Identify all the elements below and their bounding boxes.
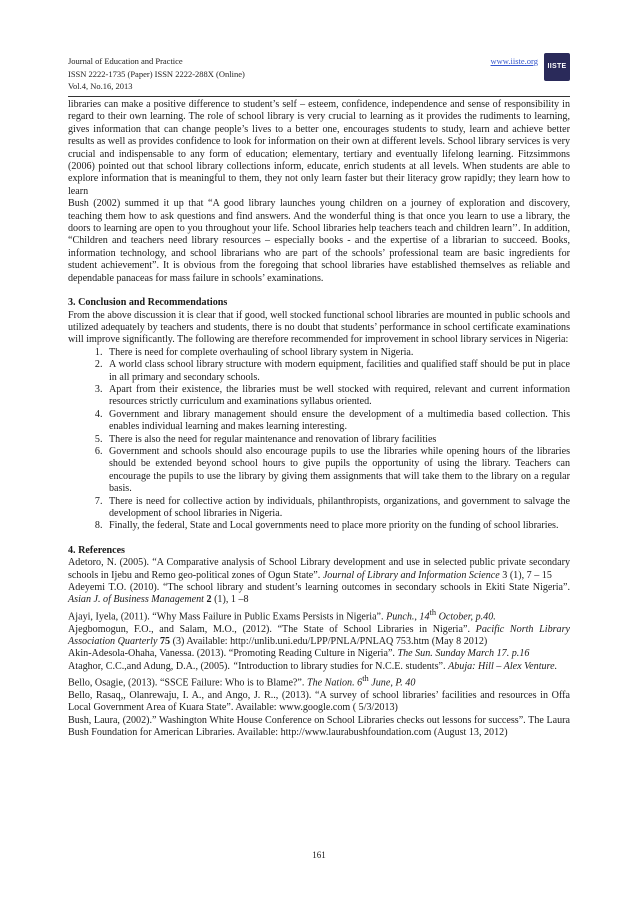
list-item: 1. There is need for complete overhauling of school library system in Nigeria. [105,347,570,359]
reference-bello-rasaq: Bello, Rasaq,, Olanrewaju, I. A., and Ango, J. R.., (2013). “A survey of school libraries’ facilities and resources in Offa Local Government Area of Kuara State”. Available: www.google.com ( 5/3/2013) [68,690,570,714]
section-3-intro: From the above discussion it is clear that if good, well stocked functional school libraries are mounted in public schools and utilized adequately by teachers and students, there is no doubt that students’ performance in school certificate examinations will improve significantly. The following are therefore recommended for improvement in school library services in Nigeria: [68,309,570,346]
paragraph-2: Bush (2002) summed it up that “A good library launches young children on a journey of exploration and discovery, teaching them how to ask questions and find answers. And the wonderful thing is that once you learn to use a library, the doors to learning are open to you throughout your life. School libraries help teachers teach and children learn’’. In addition, “Children and teachers need library resources – especially books - and the expertise of a librarian to succeed. Books, information technology, and school librarians who are part of the schools’ professional team are basic ingredients for student achievement”. It is obvious from the foregoing that school libraries have established themselves as reliable and dependable panaceas for mass failure in schools’ examinations. [68,198,570,284]
journal-header [68,55,570,93]
section-4-heading: 4. References [68,544,125,556]
section-3-heading: 3. Conclusion and Recommendations [68,297,228,309]
article-body [68,99,570,740]
reference-ajayi: Ajayi, Iyela, (2011). “Why Mass Failure in Public Exams Persists in Nigeria”. Punch., 14th October, p.40. [68,607,496,623]
reference-adetoro: Adetoro, N. (2005). “A Comparative analysis of School Library development and use in selected public private secondary schools in Ijebu and Remo geo-political zones of Ogun State”. Journal of Library and Information Science 3 (1), 7 – 15 [68,557,570,581]
header-rule [68,96,570,97]
list-item: 3. Apart from their existence, the libraries must be well stocked with required, relevant and current information resources strictly curriculum and examinations syllabus oriented. [105,384,570,409]
list-item: 7. There is need for collective action by individuals, philanthropists, organizations, and government to salvage the development of school libraries in Nigeria. [105,496,570,521]
reference-bello-osagie: Bello, Osagie, (2013). “SSCE Failure: Who is to Blame?”. The Nation. 6th June, P. 40 [68,674,416,689]
journal-url-link[interactable]: www.iiste.org [490,56,538,66]
list-item: 5. There is also the need for regular maintenance and renovation of library facilities [105,434,570,446]
journal-title: Journal of Education and Practice [68,56,183,66]
reference-bush: Bush, Laura, (2002).” Washington White House Conference on School Libraries checks out lessons for success”. The Laura Bush Foundation for American Libraries. Available: http://www.laurabushfoundation.com (August 13, 2012) [68,714,570,739]
list-item: 4. Government and library management should ensure the development of a multimedia based collection. This enables individual learning and makes learning interesting. [105,409,570,434]
journal-issn: ISSN 2222-1735 (Paper) ISSN 2222-288X (Online) [68,68,245,79]
page-number: 161 [312,850,326,860]
reference-ajegbomogun: Ajegbomogun, F.O., and Salam, M.O., (2012). “The State of School Libraries in Nigeria”. Pacific North Library Association Quarterly 75 (3) Available: http://unlib.uni.edu/LPP/PNLA/PNLAQ 753.htm (May 8 2012) [68,623,570,648]
reference-ataghor: Ataghor, C.C.,and Adung, D.A., (2005). “Introduction to library studies for N.C.E. students”. Abuja: Hill – Alex Venture. [68,660,558,672]
paragraph-1: libraries can make a positive difference to student’s self – esteem, confidence, independence and sense of responsibility in regard to their own learning. The role of school library is very crucial to learning as it provides the rudiments to learning, gives information that can change people’s lives to a better one, encourages students to study, learn and achieve better results as well as provides confidence to look for information on their own at different levels. School library services is very crucial and indispensable to any form of education; elementary, tertiary and eventually lifelong learning. Fitzsimmons (2006) pointed out that school library collections inform, educate, enrich students at all levels. When students are able to explore information that is meaningful to them, they not only learn faster but their literacy grow rapidly; they learn how to learn [68,99,570,197]
iiste-logo: IISTE [544,53,570,81]
list-item: 8. Finally, the federal, State and Local governments need to place more priority on the funding of school libraries. [105,520,570,532]
reference-akin-adesola: Akin-Adesola-Ohaha, Vanessa. (2013). “Promoting Reading Culture in Nigeria”. The Sun. Sunday March 17. p.16 [68,648,530,660]
list-item: 2. A world class school library structure with modern equipment, facilities and qualified staff should be put in place in all primary and secondary schools. [105,359,570,384]
list-item: 6. Government and schools should also encourage pupils to use the libraries while opening hours of the libraries should be extended beyond school hours to give pupils the opportunity of using the library. Teachers can encourage the pupils to use the library by giving them assignments that will take them to the library on a regular basis. [105,446,570,496]
recommendations-list [68,347,570,533]
reference-adeyemi: Adeyemi T.O. (2010). “The school library and student’s learning outcomes in secondary schools in Ekiti State Nigeria”. Asian J. of Business Management 2 (1), 1 –8 [68,582,570,606]
journal-volume: Vol.4, No.16, 2013 [68,81,133,91]
